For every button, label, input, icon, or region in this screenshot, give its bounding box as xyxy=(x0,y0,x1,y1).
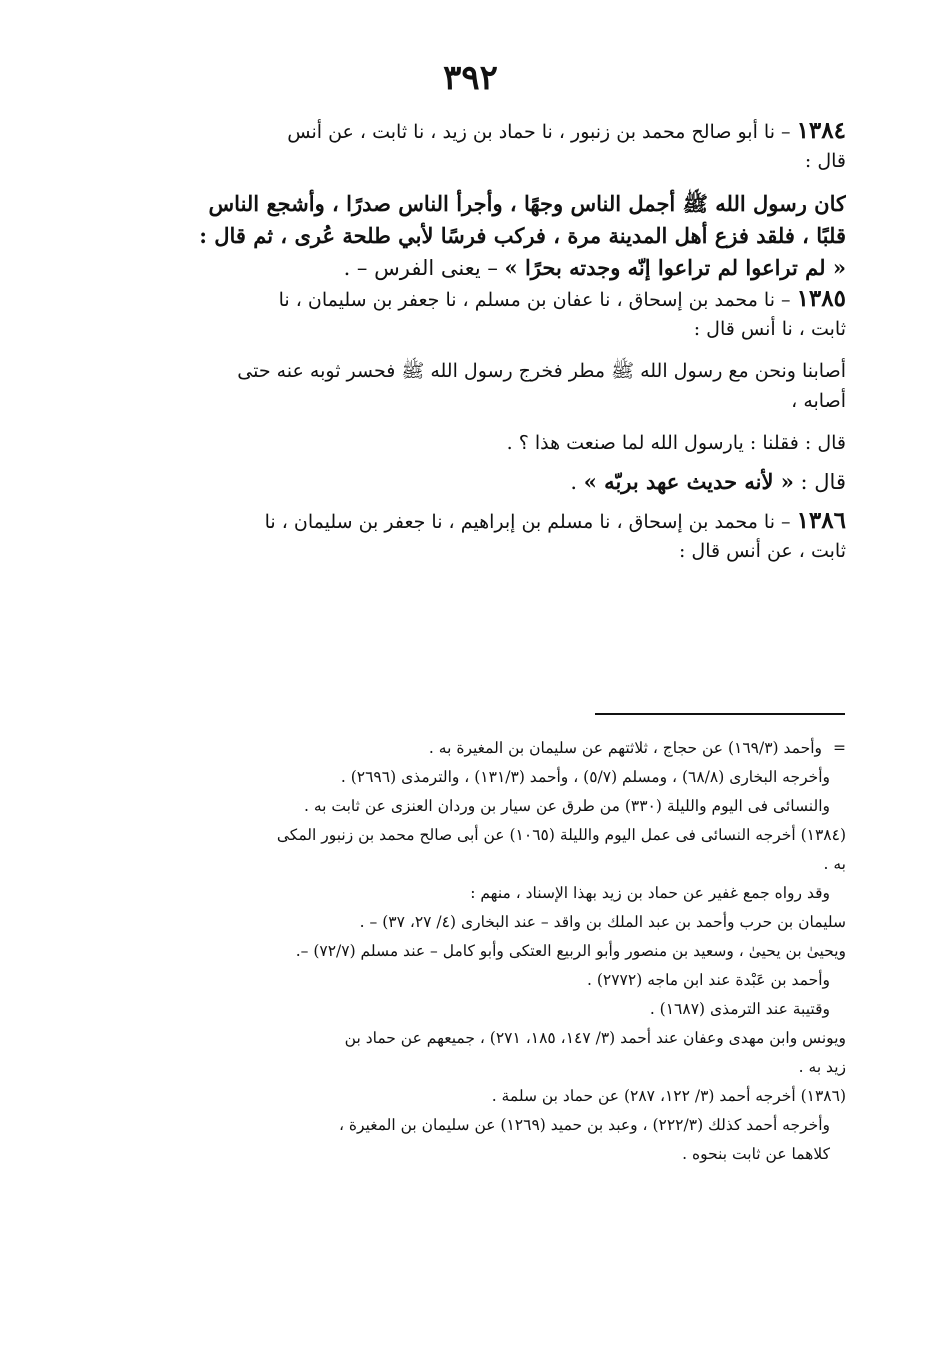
footnote-line: سليمان بن حرب وأحمد بن عبد الملك بن واقد – عند البخارى (٤/ ٢٧، ٣٧) – . xyxy=(359,913,846,931)
hadith-number-1386: ١٣٨٦ xyxy=(796,507,846,534)
hadith-1384-text-line-2: قلبًا ، فلقد فزع أهل المدينة مرة ، فركب فرسًا لأبي طلحة عُرى ، ثم قال : xyxy=(199,223,846,248)
hadith-1385-chain-line-1: ١٣٨٥ – نا محمد بن إسحاق ، نا عفان بن مسلم ، نا جعفر بن سليمان ، نا xyxy=(278,285,846,312)
footnote-line: وأحمد بن عَبْدة عند ابن ماجه (٢٧٧٢) . xyxy=(587,971,830,989)
hadith-1384-text-line-1: كان رسول الله ﷺ أجمل الناس وجهًا ، وأجرأ الناس صدرًا ، وأشجع الناس xyxy=(208,191,846,216)
footnote-line: كلاهما عن ثابت بنحوه . xyxy=(682,1145,830,1163)
footnote-line: (١٣٨٦) أخرجه أحمد (٣/ ١٢٢، ٢٨٧) عن حماد بن سلمة . xyxy=(491,1087,846,1105)
hadith-number-1384: ١٣٨٤ xyxy=(796,117,846,144)
hadith-1384-chain-line-2: قال : xyxy=(804,150,846,172)
hadith-number-1385: ١٣٨٥ xyxy=(796,285,846,312)
hadith-1385-question: قال : فقلنا : يارسول الله لما صنعت هذا ؟ . xyxy=(506,432,846,454)
continuation-marker: = xyxy=(833,739,846,757)
hadith-1384-chain-line-1: ١٣٨٤ – نا أبو صالح محمد بن زنبور ، نا حماد بن زيد ، نا ثابت ، عن أنس xyxy=(287,117,846,144)
footnote-line: به . xyxy=(823,855,846,873)
hadith-1385-text-line-2: أصابه ، xyxy=(791,390,846,412)
main-text xyxy=(128,116,846,566)
hadith-1385-answer-line: قال : « لأنه حديث عهد بربّه » . xyxy=(570,469,846,494)
footnote-line: =وأحمد (١٦٩/٣) عن حجاج ، ثلاثتهم عن سليمان بن المغيرة به . xyxy=(128,734,846,763)
hadith-1386-chain-line-2: ثابت ، عن أنس قال : xyxy=(678,540,846,562)
page-number: ٣٩٢ xyxy=(443,58,498,98)
footnotes xyxy=(128,734,846,1169)
hadith-1385-text-line-1: أصابنا ونحن مع رسول الله ﷺ مطر فخرج رسول الله ﷺ فحسر ثوبه عنه حتى xyxy=(237,360,846,382)
hadith-1385-chain-line-2: ثابت ، نا أنس قال : xyxy=(693,318,846,340)
hadith-1384-quote-line: « لم تراعوا لم تراعوا إنّه وجدته بحرًا » – يعنى الفرس – . xyxy=(343,255,846,280)
footnote-line: زيد به . xyxy=(798,1058,846,1076)
footnote-line: (١٣٨٤) أخرجه النسائى فى عمل اليوم والليلة (١٠٦٥) عن أبى صالح محمد بن زنبور المكى xyxy=(276,826,846,844)
hadith-1384-quote: « لم تراعوا لم تراعوا إنّه وجدته بحرًا » xyxy=(504,255,846,280)
footnote-line: وأخرجه البخارى (٦٨/٨) ، ومسلم (٥/٧) ، وأحمد (١٣١/٣) ، والترمذى (٢٦٩٦) . xyxy=(340,768,830,786)
footnote-line: وأخرجه أحمد كذلك (٢٢٢/٣) ، وعبد بن حميد (١٢٦٩) عن سليمان بن المغيرة ، xyxy=(338,1116,830,1134)
footnote-line: وقد رواه جمع غفير عن حماد بن زيد بهذا الإسناد ، منهم : xyxy=(470,884,830,902)
footnote-line: وقتيبة عند الترمذى (١٦٨٧) . xyxy=(649,1000,830,1018)
footnote-line: ويحيىٰ بن يحيىٰ ، وسعيد بن منصور وأبو الربيع العتكى وأبو كامل – عند مسلم (٧٢/٧) –. xyxy=(295,942,846,960)
footnote-line: ويونس وابن مهدى وعفان عند أحمد (٣/ ١٤٧، ١٨٥، ٢٧١) ، جميعهم عن حماد بن xyxy=(344,1029,846,1047)
footnote-divider xyxy=(595,713,845,715)
footnote-line: والنسائى فى اليوم والليلة (٣٣٠) من طرق عن سيار بن وردان العنزى عن ثابت به . xyxy=(303,797,830,815)
hadith-1386-chain-line-1: ١٣٨٦ – نا محمد بن إسحاق ، نا مسلم بن إبراهيم ، نا جعفر بن سليمان ، نا xyxy=(264,507,846,534)
hadith-1385-quote: « لأنه حديث عهد بربّه » xyxy=(583,469,794,494)
